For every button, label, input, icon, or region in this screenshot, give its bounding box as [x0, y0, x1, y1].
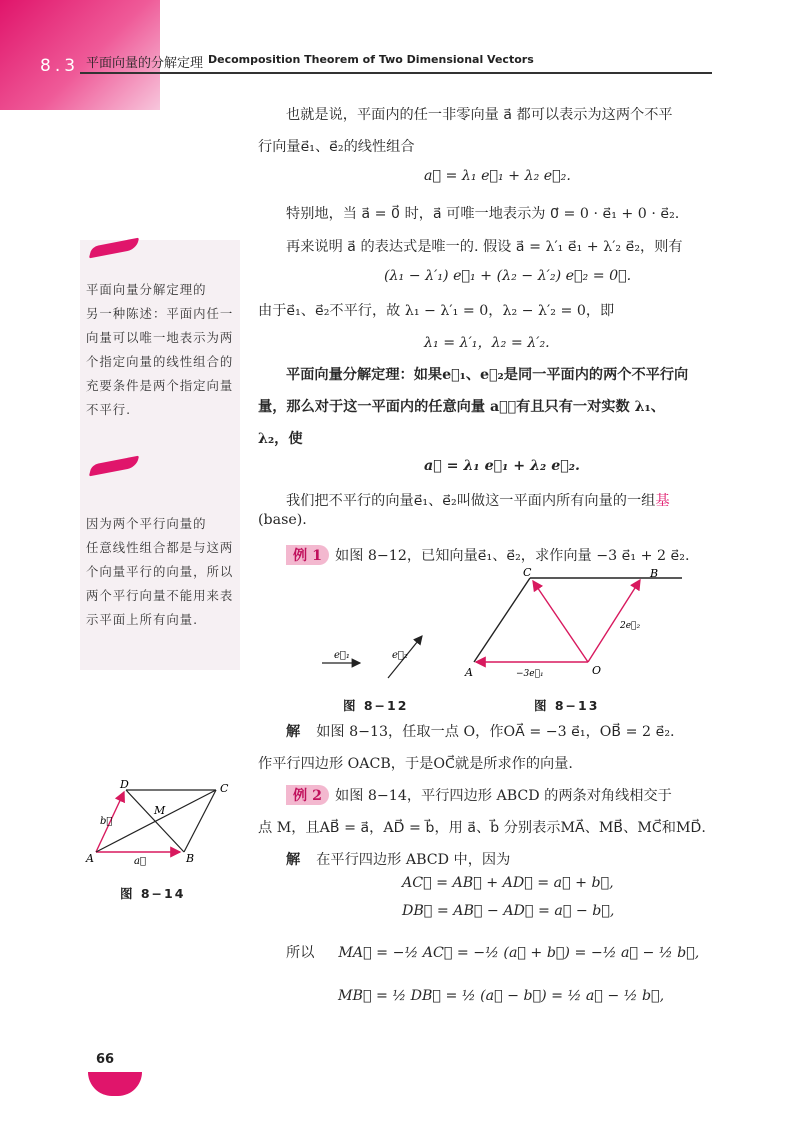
note-line: 示平面上所有向量. — [86, 612, 199, 627]
header-rule — [80, 72, 712, 74]
paragraph-line: 特别地，当 a⃗ = 0⃗ 时，a⃗ 可唯一地表示为 0⃗ = 0 · e⃗₁ + 0 · e⃗₂. — [286, 206, 680, 222]
example-tag: 例 2 — [286, 785, 329, 805]
header-title-en: Decomposition Theorem of Two Dimensional Vectors — [208, 53, 534, 66]
example-2-line: 点 M，且AB⃗ = a⃗，AD⃗ = b⃗，用 a⃗、b⃗ 分别表示MA⃗、MB⃗、MC⃗和MD⃗. — [258, 820, 706, 836]
label-A: A — [86, 852, 94, 865]
label-O: O — [592, 664, 602, 677]
vector-OC — [533, 581, 588, 662]
sidebar-note-2 — [86, 512, 234, 632]
note-line: 个向量平行的向量，所以 — [86, 564, 234, 579]
solution-text: 如图 8−13，任取一点 O，作OA⃗ = −3 e⃗₁，OB⃗ = 2 e⃗₂. — [316, 724, 675, 740]
theorem-line: λ₂，使 — [258, 431, 303, 447]
paragraph-line: 由于e⃗₁、e⃗₂不平行，故 λ₁ − λ′₁ = 0，λ₂ − λ′₂ = 0，即 — [258, 303, 615, 319]
label-A: A — [465, 666, 473, 679]
label-C: C — [523, 566, 532, 579]
label-e1: e⃗₁ — [334, 650, 350, 661]
diagonal-DB — [126, 790, 184, 852]
note-line: 充要条件是两个指定向量 — [86, 378, 234, 393]
solution-label: 解 — [286, 724, 301, 740]
theorem-equation: a⃗ = λ₁ e⃗₁ + λ₂ e⃗₂. — [424, 458, 580, 474]
so-label: 所以 — [286, 945, 315, 961]
equation: MA⃗ = −½ AC⃗ = −½ (a⃗ + b⃗) = −½ a⃗ − ½ b⃗, — [338, 945, 700, 961]
paragraph-line: 再来说明 a⃗ 的表达式是唯一的. 假设 a⃗ = λ′₁ e⃗₁ + λ′₂ e⃗₂，则有 — [286, 239, 683, 255]
base-definition-text: 我们把不平行的向量e⃗₁、e⃗₂叫做这一平面内所有向量的一组 — [286, 493, 656, 509]
note-line: 平面向量分解定理的 — [86, 282, 207, 297]
equation-line — [286, 942, 699, 962]
label-M: M — [154, 804, 166, 817]
figure-caption: 图 8−13 — [534, 698, 600, 713]
note-line: 不平行. — [86, 402, 132, 417]
line-CA — [474, 578, 530, 662]
sidebar-note-1 — [86, 278, 234, 422]
solution-text: 在平行四边形 ABCD 中，因为 — [316, 852, 511, 868]
paragraph-line: 行向量e⃗₁、e⃗₂的线性组合 — [258, 139, 415, 155]
header-title-zh: 平面向量的分解定理 — [86, 56, 204, 71]
keyword-base: 基 — [655, 493, 670, 509]
theorem-line: 平面向量分解定理：如果e⃗₁、e⃗₂是同一平面内的两个不平行向 — [286, 367, 689, 383]
theorem-line: 量，那么对于这一平面内的任意向量 a⃗，有且只有一对实数 λ₁、 — [258, 399, 665, 415]
example-text: 如图 8−14，平行四边形 ABCD 的两条对角线相交于 — [335, 788, 672, 804]
page-number: 66 — [96, 1052, 115, 1067]
section-number: 8.3 — [40, 56, 80, 76]
equation: λ₁ = λ′₁，λ₂ = λ′₂. — [424, 335, 550, 351]
diagonal-AC — [96, 790, 216, 852]
figure-8-12 — [310, 630, 450, 690]
label-B: B — [650, 567, 659, 580]
page-number-tab — [88, 1072, 142, 1096]
paragraph-line: 也就是说，平面内的任一非零向量 a⃗ 都可以表示为这两个不平 — [286, 107, 673, 123]
label-b: b⃗ — [100, 816, 113, 827]
note-line: 任意线性组合都是与这两 — [86, 540, 234, 555]
label-B: B — [186, 852, 195, 865]
equation: a⃗ = λ₁ e⃗₁ + λ₂ e⃗₂. — [424, 168, 571, 184]
figure-8-13 — [460, 566, 690, 686]
label-C: C — [220, 782, 229, 795]
solution-1-line — [286, 721, 675, 741]
figure-caption: 图 8−14 — [120, 886, 186, 901]
label-neg3e1: −3e⃗₁ — [516, 669, 544, 679]
equation: MB⃗ = ½ DB⃗ = ½ (a⃗ − b⃗) = ½ a⃗ − ½ b⃗, — [338, 988, 665, 1004]
paragraph-line: (base). — [258, 512, 307, 528]
solution-label: 解 — [286, 852, 301, 868]
example-2 — [286, 785, 672, 805]
label-a: a⃗ — [134, 856, 146, 867]
note-line: 另一种陈述：平面内任一 — [86, 306, 234, 321]
example-1 — [286, 545, 689, 565]
solution-2-line — [286, 849, 510, 869]
paragraph-line — [286, 490, 670, 510]
example-text: 如图 8−12，已知向量e⃗₁、e⃗₂，求作向量 −3 e⃗₁ + 2 e⃗₂. — [335, 548, 690, 564]
solution-1-line: 作平行四边形 OACB，于是OC⃗就是所求作的向量. — [258, 756, 573, 772]
note-line: 两个平行向量不能用来表 — [86, 588, 234, 603]
label-2e2: 2e⃗₂ — [620, 621, 641, 631]
note-line: 向量可以唯一地表示为两 — [86, 330, 234, 345]
equation: (λ₁ − λ′₁) e⃗₁ + (λ₂ − λ′₂) e⃗₂ = 0⃗. — [384, 268, 632, 284]
label-D: D — [120, 778, 129, 791]
figure-caption: 图 8−12 — [343, 698, 409, 713]
example-tag: 例 1 — [286, 545, 329, 565]
equation: AC⃗ = AB⃗ + AD⃗ = a⃗ + b⃗, — [402, 875, 614, 891]
side-CB — [184, 790, 216, 852]
equation: DB⃗ = AB⃗ − AD⃗ = a⃗ − b⃗, — [402, 903, 615, 919]
figure-8-14 — [84, 778, 244, 868]
label-e2: e⃗₂ — [392, 650, 408, 661]
note-line: 个指定向量的线性组合的 — [86, 354, 234, 369]
note-line: 因为两个平行向量的 — [86, 516, 207, 531]
